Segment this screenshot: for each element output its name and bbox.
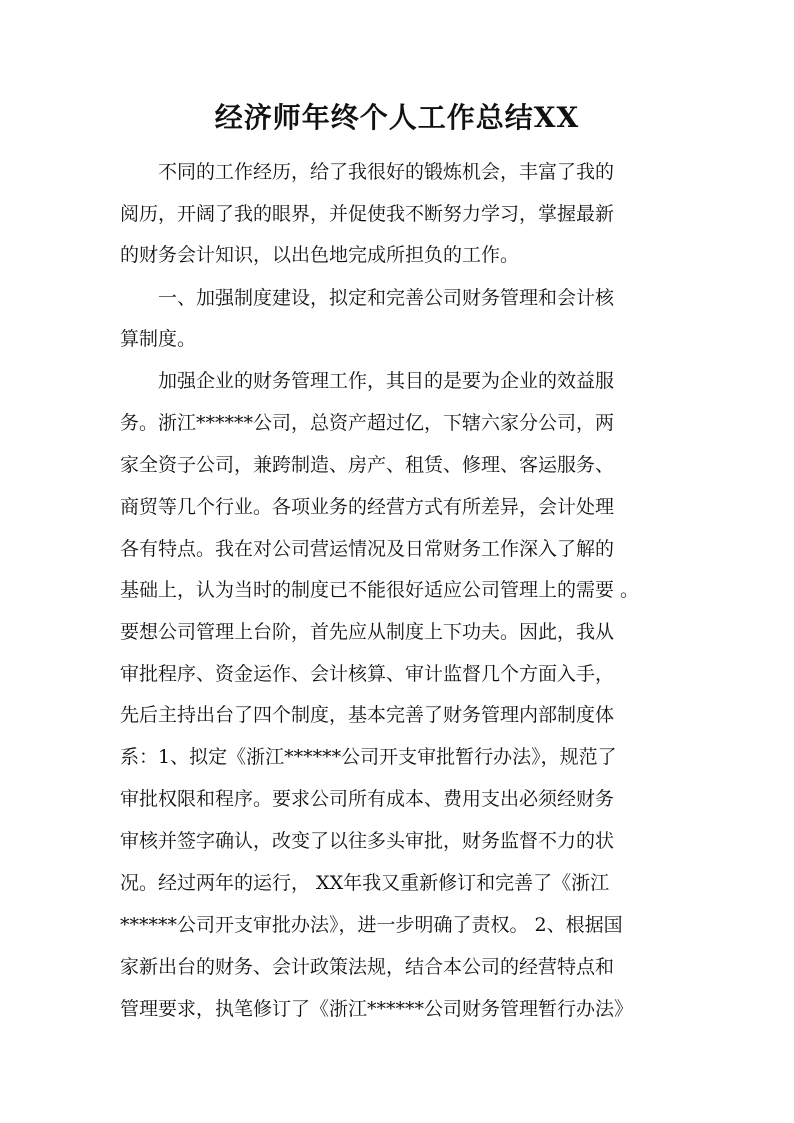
body-line: 况。经过两年的运行， XX年我又重新修订和完善了《浙江 (120, 872, 610, 894)
body-line: 不同的工作经历，给了我很好的锻炼机会，丰富了我的 (120, 161, 615, 183)
document-title: 经济师年终个人工作总结XX (214, 101, 580, 134)
body-line: 系：1、拟定《浙江******公司开支审批暂行办法》，规范了 (120, 746, 617, 768)
body-line: 审批权限和程序。要求公司所有成本、费用支出必须经财务 (120, 788, 615, 810)
body-line: 的财务会计知识，以出色地完成所担负的工作。 (120, 244, 520, 266)
body-line: ******公司开支审批办法》，进一步明确了责权。 2、根据国 (120, 914, 623, 936)
body-line: 商贸等几个行业。各项业务的经营方式有所差异，会计处理 (120, 496, 615, 518)
body-line: 家全资子公司，兼跨制造、房产、租赁、修理、客运服务、 (120, 454, 615, 476)
body-line: 基础上，认为当时的制度已不能很好适应公司管理上的需要 。 (120, 579, 640, 601)
body-line: 管理要求，执笔修订了《浙江******公司财务管理暂行办法》 (120, 998, 634, 1020)
body-line: 加强企业的财务管理工作，其目的是要为企业的效益服 (120, 370, 615, 392)
body-line: 先后主持出台了四个制度，基本完善了财务管理内部制度体 (120, 704, 615, 726)
body-line: 家新出台的财务、会计政策法规，结合本公司的经营特点和 (120, 956, 615, 978)
body-line: 审批程序、资金运作、会计核算、审计监督几个方面入手， (120, 663, 615, 685)
body-line: 要想公司管理上台阶，首先应从制度上下功夫。因此，我从 (120, 621, 615, 643)
body-line: 算制度。 (120, 328, 197, 350)
body-line: 一、加强制度建设，拟定和完善公司财务管理和会计核 (120, 287, 615, 309)
body-line: 各有特点。我在对公司营运情况及日常财务工作深入了解的 (120, 538, 615, 560)
body-line: 审核并签字确认，改变了以往多头审批，财务监督不力的状 (120, 830, 615, 852)
body-line: 务。浙江******公司，总资产超过亿，下辖六家分公司，两 (120, 412, 615, 434)
body-line: 阅历，开阔了我的眼界，并促使我不断努力学习，掌握最新 (120, 203, 615, 225)
